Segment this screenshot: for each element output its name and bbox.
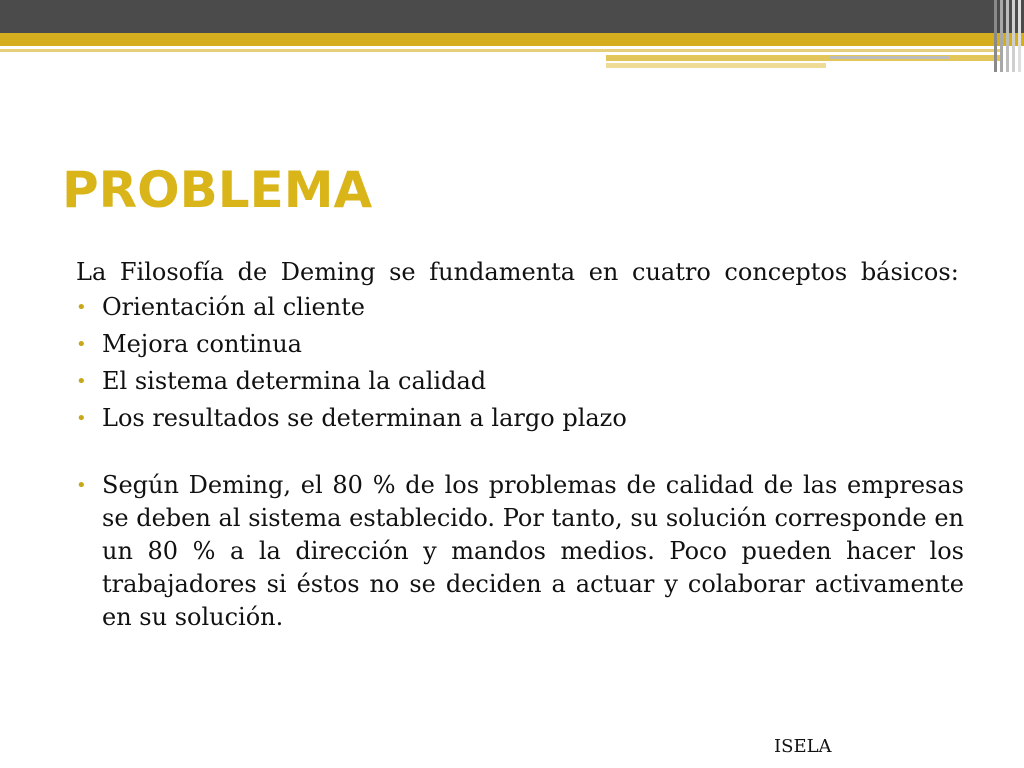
bullet-icon: •: [76, 297, 87, 318]
header-gold-bar: [0, 33, 1024, 46]
bullet-icon: •: [76, 408, 87, 429]
intro-text: La Filosofía de Deming se fundamenta en cuatro conceptos básicos:: [76, 258, 959, 286]
header-stripe: [1000, 0, 1003, 72]
spacer: [76, 437, 964, 469]
concept-list: [76, 289, 964, 437]
bullet-icon: •: [76, 475, 87, 496]
deming-paragraph: [76, 469, 964, 634]
header-gray-accent: [830, 56, 950, 59]
header-gold-accent-light: [606, 63, 826, 68]
header-stripe: [1006, 0, 1009, 72]
slide-title: PROBLEMA: [62, 161, 373, 219]
list-item: [76, 289, 964, 326]
bullet-icon: •: [76, 371, 87, 392]
header-dark-bar: [0, 0, 1024, 33]
list-item-text: Mejora continua: [102, 330, 302, 358]
header-stripe: [994, 0, 997, 72]
header-gold-thin-bar: [0, 49, 1000, 52]
list-item: [76, 326, 964, 363]
header-stripe: [1012, 0, 1015, 72]
list-item: [76, 363, 964, 400]
slide-body: [76, 256, 964, 634]
list-item: [76, 400, 964, 437]
list-item-text: Los resultados se determinan a largo plazo: [102, 404, 627, 432]
bullet-icon: •: [76, 334, 87, 355]
footer-author: ISELA: [774, 736, 832, 757]
list-item-text: El sistema determina la calidad: [102, 367, 487, 395]
header-stripe: [1018, 0, 1021, 72]
list-item-text: Orientación al cliente: [102, 293, 366, 321]
paragraph-text: Según Deming, el 80 % de los problemas de calidad de las empresas se deben al sistema establecido. Por tanto, su solución corresponde en un 80 % a la dirección y mandos medios. Poco pueden hacer los trabajadores si éstos no se deciden a actuar y colaborar activamente en su solución.: [102, 471, 964, 631]
